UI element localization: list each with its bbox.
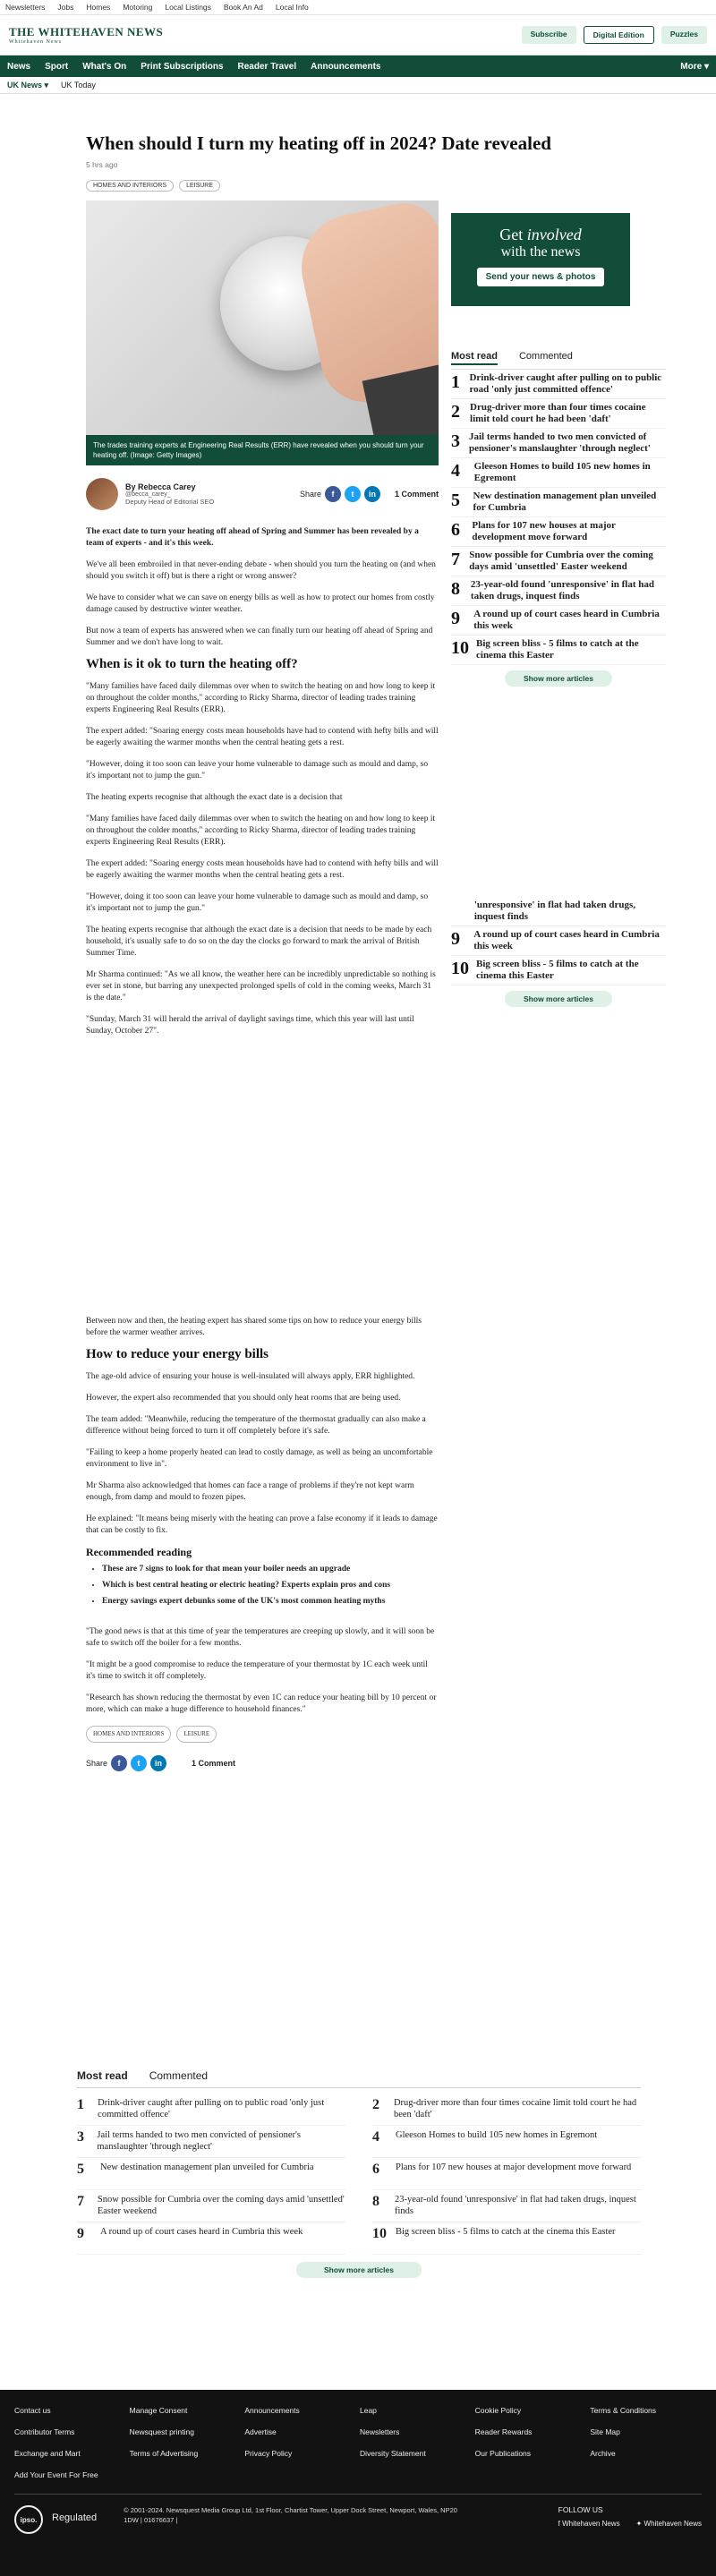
most-read-item[interactable]: [77, 2094, 345, 2126]
nav-more-label: More: [680, 61, 703, 72]
ipso-logo[interactable]: ipso.: [14, 2505, 43, 2534]
hero-image: [86, 200, 439, 465]
footer-link[interactable]: Our Publications: [474, 2449, 532, 2458]
headline: Big screen bliss - 5 films to catch at the cinema this Easter: [476, 959, 639, 981]
comments-link[interactable]: 1 Comment: [394, 490, 439, 499]
digital-edition-button[interactable]: Digital Edition: [584, 26, 654, 44]
twitter-icon[interactable]: t: [131, 1755, 147, 1771]
footer-link[interactable]: Reader Rewards: [474, 2427, 533, 2436]
article-paragraph: "Sunday, March 31 will herald the arrival of daylight savings time, which this year will last until Sunday, October 27".: [86, 1015, 414, 1036]
rank-number: 2: [451, 402, 460, 422]
headline: Big screen bliss - 5 films to catch at the cinema this Easter: [476, 638, 639, 661]
article-paragraph: The expert added: "Soaring energy costs mean households have had to contend with hefty bills and will be eagerly awaiting the warmer months when the central heating gets a rest.: [86, 859, 439, 880]
most-read-item[interactable]: [372, 2094, 641, 2126]
footer-link[interactable]: Leap: [359, 2406, 377, 2415]
article-paragraph: "Many families have faced daily dilemmas over when to switch the heating on and how long to keep it on throughout the colder months," according to Ricky Sharma, director of leading trades training experts Engineering Real Results (ERR).: [86, 815, 436, 847]
sidebar-most-read-sticky: [451, 897, 666, 1012]
site-logo-text: THE WHITEHAVEN NEWS: [9, 25, 164, 38]
twitter-follow-label: Whitehaven News: [644, 2520, 702, 2528]
rank-number: 7: [451, 550, 460, 569]
send-news-button[interactable]: Send your news & photos: [477, 268, 605, 286]
footer-link[interactable]: Newsquest printing: [129, 2427, 194, 2436]
most-read-item[interactable]: [451, 897, 666, 926]
subnav-uk-today[interactable]: UK Today: [61, 81, 96, 90]
most-read-item[interactable]: [451, 606, 666, 635]
article-title: When should I turn my heating off in 2024? Date revealed: [86, 132, 551, 154]
author-role: Deputy Head of Editorial SEO: [125, 498, 215, 506]
most-read-item[interactable]: [77, 2158, 345, 2190]
main-nav: [0, 55, 716, 77]
utility-link-local-info[interactable]: Local Info: [275, 3, 309, 12]
twitter-icon: ✦: [635, 2520, 643, 2528]
linkedin-icon[interactable]: in: [150, 1755, 166, 1771]
headline: Gleeson Homes to build 105 new homes in Egremont: [396, 2130, 598, 2140]
headline: Big screen bliss - 5 films to catch at the cinema this Easter: [396, 2227, 616, 2237]
rank-number: 5: [77, 2162, 84, 2177]
author-name[interactable]: By Rebecca Carey: [125, 482, 196, 491]
article-paragraph: The team added: "Meanwhile, reducing the temperature of the thermostat gradually can also make a difference without being forced to turn it off completely before it's safe.: [86, 1415, 426, 1436]
share-bar: [300, 486, 439, 502]
author-handle[interactable]: @becca_carey_: [125, 491, 171, 498]
show-more-articles-button[interactable]: Show more articles: [505, 991, 612, 1007]
footer-link[interactable]: Archive: [590, 2449, 616, 2458]
article-paragraph: Mr Sharma also acknowledged that homes can face a range of problems if they're not kept warm enough, from damp and mould to frozen pipes.: [86, 1481, 414, 1502]
copyright-text: © 2001-2024. Newsquest Media Group Ltd, 1st Floor, Chartist Tower, Upper Dock Street, Newport, Wales, NP20 1DW | 01676637 |: [124, 2506, 457, 2524]
article-body-2: [86, 1316, 439, 1771]
article-paragraph: "Many families have faced daily dilemmas over when to switch the heating on and how long to keep it on throughout the colder months," according to Ricky Sharma, director of leading trades training experts Engineering Real Results (ERR).: [86, 682, 436, 714]
footer-link[interactable]: Cookie Policy: [474, 2406, 522, 2415]
rank-number: 3: [451, 431, 460, 451]
nav-announcements[interactable]: Announcements: [311, 61, 381, 72]
rank-number: 10: [451, 638, 469, 658]
nav-reader-travel[interactable]: Reader Travel: [237, 61, 297, 72]
send-news-promo: [451, 213, 630, 306]
most-read-item[interactable]: [77, 2222, 345, 2255]
rank-number: 7: [77, 2194, 84, 2209]
site-footer: [0, 2390, 716, 2576]
article-paragraph: The heating experts recognise that although the exact date is a decision that needs to be made by each household, it's usually safe to do so on the day the clocks go forward to mark the arrival of British Summer Time.: [86, 925, 432, 958]
most-read-item[interactable]: [451, 956, 666, 985]
facebook-icon[interactable]: f: [325, 486, 341, 502]
most-read-item[interactable]: [451, 488, 666, 517]
headline: Snow possible for Cumbria over the coming days amid 'unsettled' Easter weekend: [469, 550, 653, 572]
utility-link-book-an-ad[interactable]: Book An Ad: [223, 3, 263, 12]
article-paragraph: Between now and then, the heating expert has shared some tips on how to reduce your energy bills before the warmer weather arrives.: [86, 1317, 422, 1337]
promo-line-2: with the news: [500, 244, 581, 260]
headline: Snow possible for Cumbria over the coming days amid 'unsettled' Easter weekend: [97, 2195, 345, 2216]
sidebar-most-read: [451, 351, 666, 692]
utility-link-jobs[interactable]: Jobs: [57, 3, 74, 12]
headline: 23-year-old found 'unresponsive' in flat had taken drugs, inquest finds: [395, 2195, 636, 2216]
tab-commented[interactable]: Commented: [518, 351, 573, 362]
headline: New destination management plan unveiled for Cumbria: [100, 2162, 314, 2172]
headline: 'unresponsive' in flat had taken drugs, inquest finds: [473, 900, 635, 922]
headline: Jail terms handed to two men convicted of pensioner's manslaughter 'through neglect': [97, 2130, 301, 2152]
article-paragraph: "The good news is that at this time of year the temperatures are creeping up slowly, and it will soon be safe to switch off the boiler for a few months.: [86, 1627, 435, 1648]
most-read-item[interactable]: [77, 2190, 345, 2222]
article-paragraph: We have to consider what we can save on energy bills as well as how to protect our homes from costly damage caused by destructive winter weather.: [86, 593, 435, 614]
headline: A round up of court cases heard in Cumbria this week: [473, 929, 660, 951]
article-paragraph: "Research has shown reducing the thermostat by even 1C can reduce your heating bill by 10 percent or more, which can make a huge difference to household finances.": [86, 1693, 437, 1714]
most-read-item[interactable]: [372, 2158, 641, 2190]
utility-link-local-listings[interactable]: Local Listings: [165, 3, 211, 12]
most-read-item[interactable]: [451, 429, 666, 458]
rank-number: 2: [372, 2097, 379, 2112]
promo-line-1b: involved: [526, 226, 582, 243]
article-body-1: [86, 526, 439, 1047]
footer-link[interactable]: Contact us: [14, 2406, 51, 2415]
twitter-follow-link[interactable]: [636, 2520, 702, 2528]
subnav-uk-news-label: UK News: [7, 80, 43, 90]
tag-leisure[interactable]: LEISURE: [179, 180, 220, 192]
most-read-item[interactable]: [372, 2126, 641, 2158]
footer-link[interactable]: Newsletters: [359, 2427, 400, 2436]
rank-number: 8: [451, 579, 460, 599]
rank-number: 6: [451, 520, 460, 540]
article-paragraph: Mr Sharma continued: "As we all know, the weather here can be incredibly unpredictable so nothing is ever set in stone, but barring any unexpected prolonged spells of cold in the coming weeks, March 31 is the date.": [86, 970, 436, 1002]
article-timestamp: 5 hrs ago: [86, 160, 118, 169]
headline: Drug-driver more than four times cocaine limit told court he had been 'daft': [470, 402, 646, 424]
article-paragraph: "However, doing it too soon can leave your home vulnerable to damage such as mould and damp, so it's important not to jump the gun.": [86, 892, 429, 913]
footer-link[interactable]: Advertise: [244, 2427, 277, 2436]
share-label: Share: [299, 490, 321, 499]
most-read-item[interactable]: [451, 399, 666, 429]
rank-number: 9: [77, 2226, 84, 2241]
nav-news[interactable]: News: [7, 61, 31, 72]
headline: Plans for 107 new houses at major development move forward: [472, 520, 616, 542]
rank-number: 5: [451, 490, 460, 510]
headline: Plans for 107 new houses at major development move forward: [396, 2162, 632, 2172]
headline: Drink-driver caught after pulling on to public road 'only just committed offence': [98, 2098, 325, 2120]
tab-commented[interactable]: Commented: [149, 2069, 209, 2082]
rank-number: 1: [77, 2097, 84, 2112]
most-read-item[interactable]: [451, 517, 666, 547]
article-paragraph: However, the expert also recommended that you should only heat rooms that are being used.: [86, 1394, 401, 1403]
rank-number: 9: [451, 929, 460, 949]
tab-most-read[interactable]: Most read: [451, 351, 498, 365]
article-paragraph: The age-old advice of ensuring your house is well-insulated will always apply, ERR highlighted.: [86, 1372, 415, 1381]
puzzles-button[interactable]: Puzzles: [661, 26, 707, 44]
most-read-item[interactable]: [451, 458, 666, 488]
tag-homes-and-interiors[interactable]: HOMES AND INTERIORS: [86, 1726, 171, 1743]
article-paragraph: But now a team of experts has answered when we can finally turn our heating off ahead of Spring and Summer and we don't have long to wait.: [86, 627, 433, 647]
share-label: Share: [86, 1758, 108, 1768]
facebook-icon[interactable]: f: [111, 1755, 127, 1771]
recommended-item[interactable]: • These are 7 signs to look for that mean your boiler needs an upgrade: [102, 1564, 439, 1575]
tab-most-read[interactable]: Most read: [77, 2069, 128, 2082]
footer-links: [0, 2390, 716, 2479]
rank-number: 3: [77, 2129, 84, 2145]
recommended-item[interactable]: • Energy savings expert debunks some of the UK's most common heating myths: [102, 1596, 439, 1608]
recommended-item[interactable]: • Which is best central heating or electric heating? Experts explain pros and cons: [102, 1580, 439, 1591]
rank-number: 10: [372, 2226, 387, 2241]
chevron-down-icon: ▾: [703, 61, 709, 72]
article-paragraph: "However, doing it too soon can leave your home vulnerable to damage such as mould and damp, so it's important not to jump the gun.": [86, 760, 429, 780]
share-bar-bottom: [86, 1755, 439, 1771]
article-paragraph: "Failing to keep a home properly heated can lead to costly damage, as well as being an uncomfortable environment to live in".: [86, 1448, 433, 1469]
footer-link[interactable]: Terms & Conditions: [590, 2406, 657, 2415]
article-paragraph: We've all been embroiled in that never-ending debate - when should you turn the heating on (and when should you switch it off) but is there a right or wrong answer?: [86, 560, 436, 581]
rank-number: 6: [372, 2162, 379, 2177]
rank-number: [451, 900, 465, 923]
most-read-item[interactable]: [77, 2126, 345, 2158]
section-heading: When is it ok to turn the heating off?: [86, 657, 298, 671]
rank-number: 10: [451, 959, 469, 978]
facebook-follow-link[interactable]: [558, 2520, 620, 2528]
headline: A round up of court cases heard in Cumbria this week: [473, 609, 660, 631]
headline: Gleeson Homes to build 105 new homes in Egremont: [473, 461, 651, 483]
utility-link-homes[interactable]: Homes: [86, 3, 111, 12]
utility-bar: [0, 0, 716, 15]
headline: Drink-driver caught after pulling on to public road 'only just committed offence': [469, 372, 662, 395]
facebook-icon: f: [558, 2520, 560, 2528]
recommended-reading-title: Recommended reading: [86, 1546, 192, 1558]
nav-whats-on[interactable]: What's On: [82, 61, 127, 72]
most-read-item[interactable]: [451, 576, 666, 606]
rank-number: 9: [451, 609, 460, 628]
show-more-articles-button[interactable]: Show more articles: [505, 670, 612, 687]
show-more-articles-button[interactable]: Show more articles: [296, 2262, 422, 2278]
utility-link-newsletters[interactable]: Newsletters: [5, 3, 46, 12]
nav-sport[interactable]: Sport: [45, 61, 69, 72]
section-heading: How to reduce your energy bills: [86, 1347, 269, 1361]
nav-more-button[interactable]: [680, 62, 709, 72]
article-paragraph: He explained: "It means being miserly with the heating can prove a false economy if it leads to damage that can be costly to fix.: [86, 1514, 438, 1535]
promo-line-1a: Get: [499, 226, 527, 243]
headline: 23-year-old found 'unresponsive' in flat had taken drugs, inquest finds: [470, 579, 654, 601]
facebook-follow-label: Whitehaven News: [562, 2520, 620, 2528]
most-read-item[interactable]: [451, 370, 666, 399]
bottom-most-read: [77, 2069, 641, 2283]
recommended-list: [93, 1564, 439, 1608]
tag-leisure[interactable]: LEISURE: [176, 1726, 217, 1743]
most-read-item[interactable]: [372, 2190, 641, 2222]
headline: New destination management plan unveiled for Cumbria: [473, 490, 657, 513]
footer-link[interactable]: Privacy Policy: [244, 2449, 293, 2458]
article-paragraph: The expert added: "Soaring energy costs mean households have had to contend with hefty bills and will be eagerly awaiting the warmer months when the central heating gets a rest.: [86, 727, 439, 747]
comments-link[interactable]: 1 Comment: [192, 1758, 236, 1768]
twitter-icon[interactable]: t: [345, 486, 361, 502]
author-avatar[interactable]: [86, 478, 118, 510]
footer-link[interactable]: Announcements: [244, 2406, 300, 2415]
most-read-item[interactable]: [372, 2222, 641, 2255]
footer-link[interactable]: Site Map: [590, 2427, 620, 2436]
headline: Drug-driver more than four times cocaine limit told court he had been 'daft': [393, 2098, 637, 2120]
most-read-item[interactable]: [451, 547, 666, 576]
article-header: [86, 132, 551, 192]
footer-link[interactable]: Manage Consent: [129, 2406, 188, 2415]
follow-us-title: FOLLOW US: [558, 2505, 603, 2514]
linkedin-icon[interactable]: in: [364, 486, 380, 502]
subnav-uk-news[interactable]: UK News ▾: [7, 80, 49, 90]
headline: A round up of court cases heard in Cumbria this week: [100, 2227, 303, 2237]
ipso-regulated: Regulated: [52, 2512, 98, 2523]
brand-bar: [0, 15, 716, 55]
article-paragraph: "It might be a good compromise to reduce the temperature of your thermostat by 1C each week until it's time to switch it off completely.: [86, 1660, 428, 1681]
headline: Jail terms handed to two men convicted of pensioner's manslaughter 'through neglect': [469, 431, 651, 454]
site-logo[interactable]: [9, 25, 163, 45]
rank-number: 4: [451, 461, 460, 481]
nav-print-subscriptions[interactable]: Print Subscriptions: [141, 61, 224, 72]
author-row: [86, 474, 439, 514]
footer-link[interactable]: Exchange and Mart: [14, 2449, 81, 2458]
tag-homes-and-interiors[interactable]: HOMES AND INTERIORS: [86, 180, 174, 192]
footer-link[interactable]: Terms of Advertising: [129, 2449, 199, 2458]
rank-number: 1: [451, 372, 460, 392]
subscribe-button[interactable]: Subscribe: [522, 26, 576, 44]
most-read-item[interactable]: [451, 635, 666, 665]
rank-number: 8: [372, 2194, 379, 2209]
article-paragraph: The heating experts recognise that although the exact date is a decision that: [86, 793, 343, 802]
footer-link[interactable]: Diversity Statement: [359, 2449, 426, 2458]
site-logo-sub: Whitehaven News: [9, 39, 63, 45]
hero-caption: The trades training experts at Engineering Real Results (ERR) have revealed when you should turn your heating off. (Image: Getty Images): [86, 435, 439, 465]
footer-link[interactable]: Contributor Terms: [14, 2427, 75, 2436]
most-read-item[interactable]: [451, 926, 666, 956]
rank-number: 4: [372, 2129, 379, 2145]
sub-nav: [0, 77, 716, 94]
footer-link[interactable]: Add Your Event For Free: [14, 2470, 98, 2479]
follow-us: [558, 2505, 702, 2528]
utility-link-motoring[interactable]: Motoring: [123, 3, 153, 12]
article-lead: The exact date to turn your heating off ahead of Spring and Summer has been revealed by a team of experts - and it's this week.: [86, 527, 419, 548]
